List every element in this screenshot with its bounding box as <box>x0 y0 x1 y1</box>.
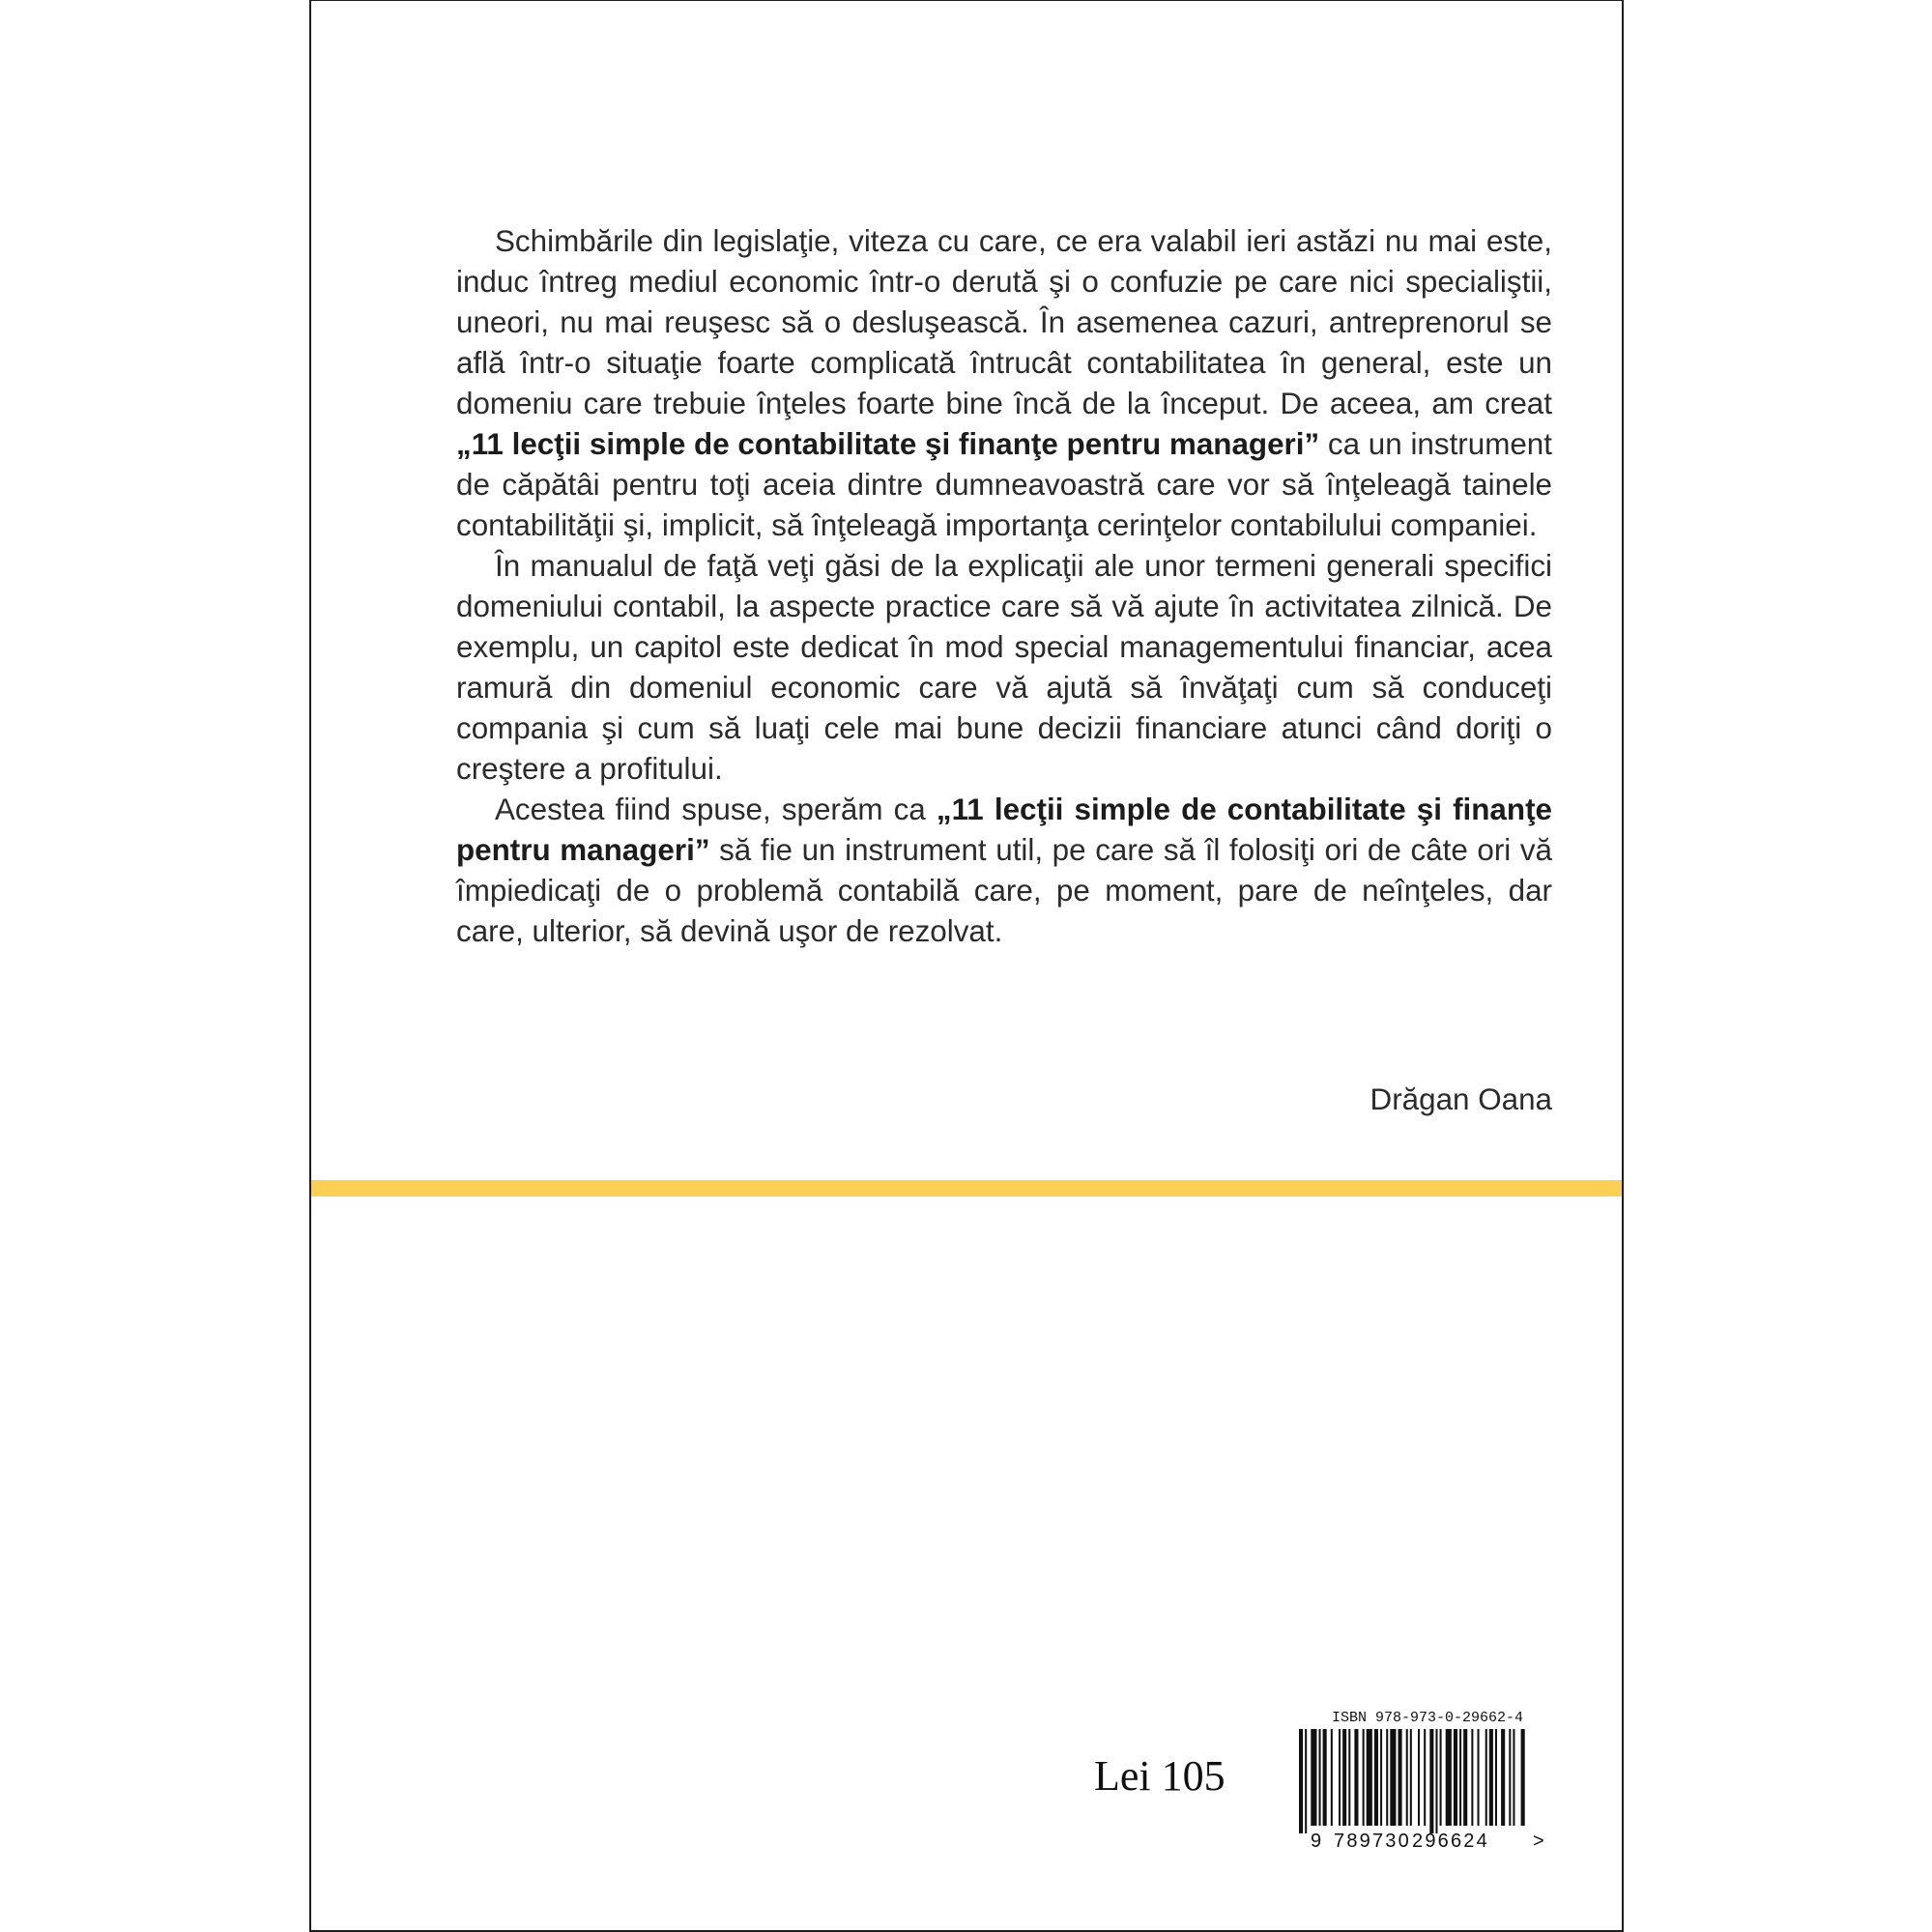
barcode-bar <box>1363 1729 1365 1826</box>
barcode-bar <box>1348 1729 1350 1826</box>
author-name: Drăgan Oana <box>1370 1082 1552 1116</box>
barcode-bar <box>1440 1729 1442 1826</box>
barcode-bar <box>1331 1729 1333 1826</box>
paragraph-2 <box>456 546 1552 790</box>
barcode-bar <box>1521 1729 1525 1826</box>
barcode-bar <box>1459 1729 1461 1826</box>
barcode-bar <box>1367 1729 1372 1826</box>
barcode-bar <box>1509 1729 1511 1826</box>
barcode-bar <box>1323 1729 1327 1826</box>
barcode-bar <box>1410 1729 1412 1826</box>
barcode-digits-left: 789730 <box>1334 1831 1411 1852</box>
paragraph-1-text-b: ca un instrument de căpătâi pentru toţi aceia dintre dumneavoastră care vor să înţeleagă tainele contabilităţii şi, implicit, să înţeleagă importanţa cerinţelor contabilului companiei. <box>456 427 1552 542</box>
barcode-bar <box>1485 1729 1487 1826</box>
price-label: Lei 105 <box>1094 1752 1226 1800</box>
paragraph-2-text: În manualul de faţă veţi găsi de la explicaţii ale unor termeni generali specifici domeniului contabil, la aspecte practice care să vă ajute în activitatea zilnică. De exemplu, un capitol este dedicat în mod special managementului financiar, acea ramură din domeniul economic care vă ajută să învăţaţi cum să conduceţi compania şi cum să luaţi cele mai bune decizii financiare atunci când doriţi o creştere a profitului. <box>456 549 1552 786</box>
isbn-label: ISBN 978-973-0-29662-4 <box>1332 1710 1524 1726</box>
paragraph-1 <box>456 221 1552 546</box>
barcode-bar <box>1478 1729 1480 1826</box>
barcode-bar <box>1501 1729 1505 1826</box>
barcode-bar <box>1435 1729 1437 1833</box>
barcode-bar <box>1342 1729 1346 1826</box>
barcode-bar <box>1495 1729 1497 1826</box>
barcode-bar <box>1386 1729 1388 1826</box>
barcode-bar <box>1339 1729 1341 1826</box>
barcode-bar <box>1429 1729 1433 1833</box>
barcode-bar <box>1380 1729 1382 1826</box>
barcode-digits-right: 296624 <box>1412 1831 1489 1852</box>
paragraph-3 <box>456 790 1552 952</box>
barcode-bar <box>1406 1729 1408 1826</box>
barcode-icon <box>1297 1729 1529 1833</box>
barcode-bar <box>1446 1729 1452 1826</box>
barcode-bar <box>1513 1729 1514 1826</box>
barcode-bar <box>1311 1729 1316 1826</box>
barcode-bar <box>1390 1729 1396 1826</box>
barcode-bar <box>1374 1729 1378 1826</box>
paragraph-1-text-a: Schimbările din legislaţie, viteza cu care, ce era valabil ieri astăzi nu mai este, induc întreg mediul economic într-o derută şi o confuzie pe care nici specialiştii, uneori, nu mai reuşesc să o desluşească. În asemenea cazuri, antreprenorul se află într-o situaţie foarte complicată întrucât contabilitatea în general, este un domeniu care trebuie înţeles foarte bine încă de la început. De aceea, am creat <box>456 224 1552 420</box>
book-title-inline: „11 lecţii simple de contabilitate şi finanţe pentru manageri” <box>456 427 1320 461</box>
barcode-digit-first: 9 <box>1311 1831 1322 1852</box>
book-title-inline: „11 lecţii simple de contabilitate şi finanţe pentru manageri” <box>456 793 1552 867</box>
barcode-bar <box>1471 1729 1473 1826</box>
barcode-bar <box>1354 1729 1358 1826</box>
barcode-bar <box>1305 1729 1307 1833</box>
paragraph-3-text-a: Acestea fiind spuse, sperăm ca <box>495 793 937 826</box>
barcode-bar <box>1454 1729 1457 1826</box>
barcode-bar <box>1299 1729 1303 1833</box>
book-back-cover <box>309 0 1624 1932</box>
cover-description <box>456 221 1552 952</box>
paragraph-3-text-b: să fie un instrument util, pe care să îl folosiţi ori de câte ori vă împiedicaţi de o problemă contabilă care, pe moment, pare de neînţeles, dar care, ulterior, să devină uşor de rezolvat. <box>456 833 1552 948</box>
accent-divider-bar <box>311 1180 1622 1197</box>
barcode-bar <box>1424 1729 1426 1826</box>
barcode-bar <box>1319 1729 1321 1826</box>
barcode-quiet-zone-marker: > <box>1533 1831 1544 1852</box>
barcode-bar <box>1489 1729 1493 1826</box>
isbn-barcode <box>1297 1710 1558 1857</box>
barcode-bar <box>1399 1729 1402 1826</box>
barcode-bar <box>1463 1729 1467 1826</box>
barcode-bar <box>1418 1729 1420 1826</box>
